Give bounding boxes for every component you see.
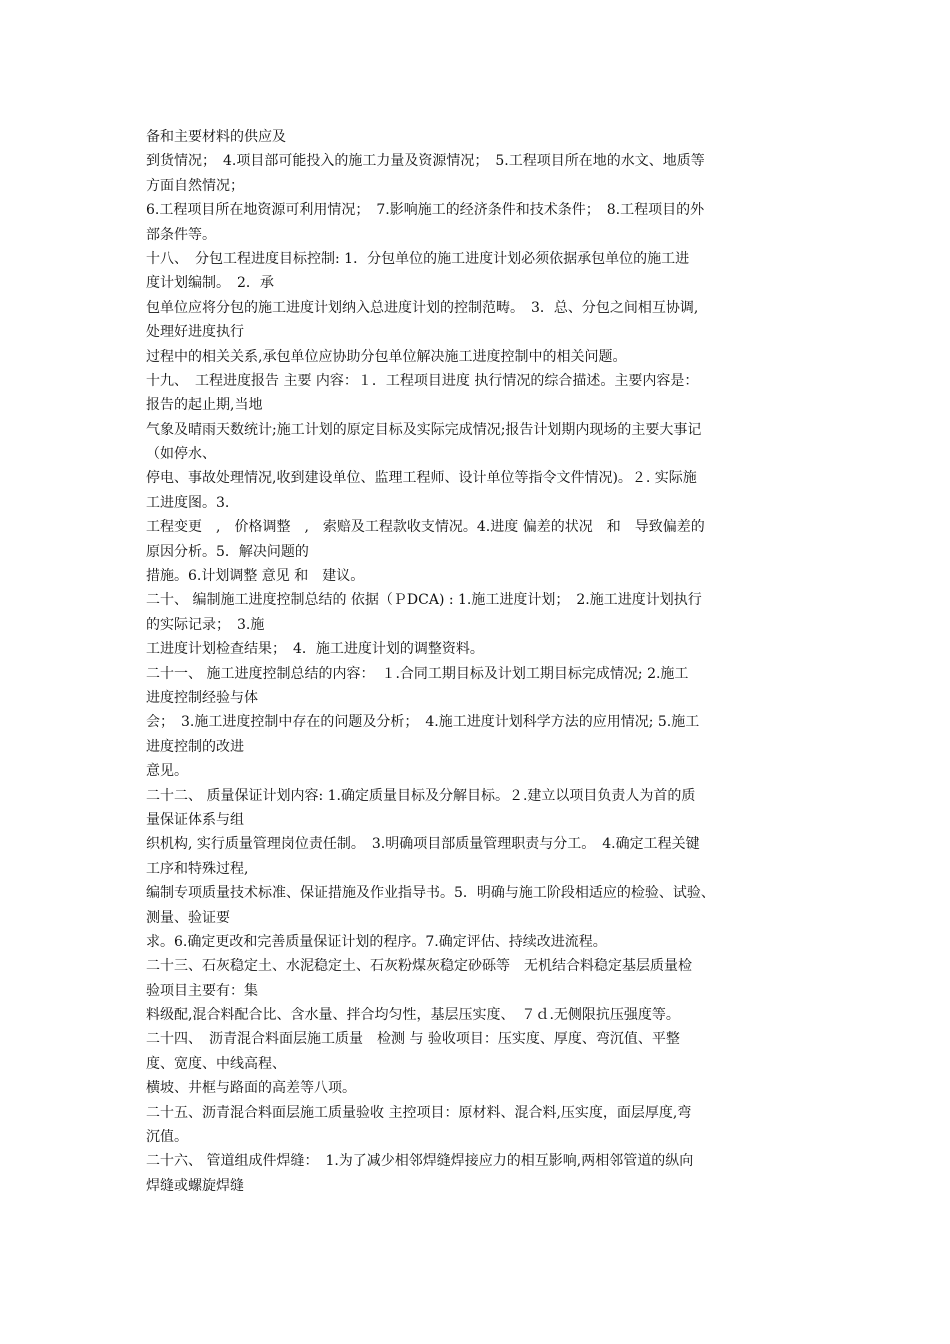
text-line: 十九、 工程进度报告 主要 内容：１．工程项目进度 执行情况的综合描述。主要内容是： (146, 372, 699, 389)
text-line: 测量、验证要 (146, 909, 230, 926)
text-line: 包单位应将分包的施工进度计划纳入总进度计划的控制范畴。 3．总、分包之间相互协调, (146, 299, 699, 316)
text-line: 二十、 编制施工进度控制总结的 依据（ＰDCA) : 1.施工进度计划； 2.施工进度计划执行 (146, 592, 702, 609)
text-line: 气象及晴雨天数统计;施工计划的原定目标及实际完成情况;报告计划期内现场的主要大事记 (146, 421, 702, 438)
text-line: 工进度计划检查结果； 4．施工进度计划的调整资料。 (146, 641, 484, 658)
text-line: 的实际记录； 3.施 (146, 616, 265, 633)
text-line: 过程中的相关关系,承包单位应协助分包单位解决施工进度控制中的相关问题。 (146, 348, 627, 365)
text-line: 沉值。 (146, 1129, 188, 1146)
text-line: 十八、 分包工程进度目标控制: 1．分包单位的施工进度计划必须依据承包单位的施工进 (146, 250, 690, 267)
text-line: 会； 3.施工进度控制中存在的问题及分析； 4.施工进度计划科学方法的应用情况; 5.施工 (146, 714, 700, 731)
text-line: 焊缝或螺旋焊缝 (146, 1177, 244, 1194)
text-line: 进度控制经验与体 (146, 689, 258, 706)
text-line: 进度控制的改进 (146, 738, 244, 755)
text-line: 织机构, 实行质量管理岗位责任制。 3.明确项目部质量管理职责与分工。 4.确定工程关键 (146, 836, 700, 853)
text-line: 方面自然情况； (146, 177, 244, 194)
text-line: 验项目主要有：集 (146, 982, 258, 999)
text-line: 备和主要材料的供应及 (146, 129, 286, 145)
text-line: 横坡、井框与路面的高差等八项。 (146, 1080, 356, 1097)
text-line: 量保证体系与组 (146, 811, 244, 828)
document-body (146, 125, 814, 1198)
text-line: 料级配,混合料配合比、含水量、拌合均匀性，基层压实度、 ７ｄ.无侧限抗压强度等。 (146, 1007, 680, 1024)
text-line: 二十三、石灰稳定土、水泥稳定土、石灰粉煤灰稳定砂砾等 无机结合料稳定基层质量检 (146, 958, 692, 975)
text-line: 度计划编制。 2．承 (146, 275, 274, 292)
text-line: 措施。6.计划调整 意见 和 建议。 (146, 568, 365, 585)
text-line: 二十四、 沥青混合料面层施工质量 检测 与 验收项目：压实度、厚度、弯沉值、平整 (146, 1031, 680, 1048)
text-line: 到货情况； 4.项目部可能投入的施工力量及资源情况； 5.工程项目所在地的水文、地质等 (146, 153, 705, 170)
text-line: 报告的起止期,当地 (146, 397, 263, 414)
text-line: 工序和特殊过程, (146, 860, 249, 877)
text-line: 意见。 (146, 763, 188, 780)
text-line: （如停水、 (146, 446, 216, 463)
text-line: 度、宽度、中线高程、 (146, 1055, 286, 1072)
text-line: 停电、事故处理情况,收到建设单位、监理工程师、设计单位等指令文件情况)。２. 实际施 (146, 470, 697, 487)
text-line: 二十六、 管道组成件焊缝： 1.为了减少相邻焊缝焊接应力的相互影响,两相邻管道的纵向 (146, 1153, 694, 1170)
text-line: 二十五、沥青混合料面层施工质量验收 主控项目：原材料、混合料,压实度，面层厚度,弯 (146, 1104, 692, 1121)
text-line: 二十一、 施工进度控制总结的内容： １.合同工期目标及计划工期目标完成情况; 2.施工 (146, 665, 689, 682)
text-line: 二十二、 质量保证计划内容: 1.确定质量目标及分解目标。２.建立以项目负责人为首的质 (146, 787, 696, 804)
text-line: 部条件等。 (146, 226, 216, 243)
text-line: 编制专项质量技术标准、保证措施及作业指导书。5．明确与施工阶段相适应的检验、试验、 (146, 885, 715, 902)
text-line: 工进度图。3. (146, 494, 230, 511)
text-line: 求。6.确定更改和完善质量保证计划的程序。7.确定评估、持续改进流程。 (146, 933, 607, 950)
text-line: 工程变更 , 价格调整 , 索赔及工程款收支情况。4.进度 偏差的状况 和 导致偏差的 (146, 519, 705, 536)
text-line: 原因分析。5．解决问题的 (146, 543, 309, 560)
text-line: 6.工程项目所在地资源可利用情况； 7.影响施工的经济条件和技术条件； 8.工程项目的外 (146, 202, 705, 219)
text-line: 处理好进度执行 (146, 324, 244, 341)
